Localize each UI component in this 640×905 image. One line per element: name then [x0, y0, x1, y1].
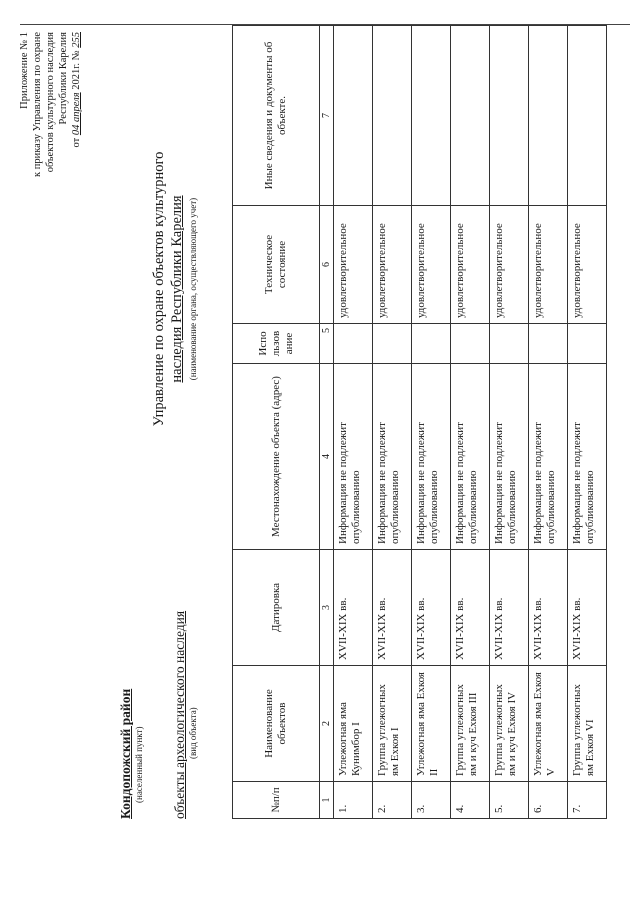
column-number: 4 [320, 364, 334, 550]
row-dating: XVII-XIX вв. [412, 550, 451, 666]
row-other [373, 26, 412, 206]
appendix-number: 255 [71, 32, 82, 48]
row-location: Информация не подлежит опубликованию [334, 364, 373, 550]
locality-name: Кондопожский район [118, 688, 133, 819]
locality-caption: (населенный пункт) [134, 726, 144, 803]
object-type-name: объекты археологического наследия [172, 610, 187, 819]
column-header-location: Местонахождение объекта (адрес) [233, 364, 320, 550]
organization-line2: наследия Республики Карелия [169, 195, 185, 383]
row-location: Информация не подлежит опубликованию [373, 364, 412, 550]
table-row [568, 26, 607, 819]
row-use [451, 324, 490, 364]
appendix-line: к приказу Управления по охране [32, 32, 43, 177]
row-condition: удовлетворительное [490, 206, 529, 324]
appendix-line: объектов культурного наследия [45, 32, 56, 173]
table-row [412, 26, 451, 819]
column-header-number: №п/п [233, 782, 320, 819]
column-header-condition: Техническое состояние [233, 206, 320, 324]
row-use [568, 324, 607, 364]
column-header-use: Использование [233, 324, 320, 364]
row-number: 7. [568, 782, 607, 819]
table-row [334, 26, 373, 819]
column-header-dating: Датировка [233, 550, 320, 666]
row-number: 1. [334, 782, 373, 819]
row-location: Информация не подлежит опубликованию [451, 364, 490, 550]
row-use [373, 324, 412, 364]
table-row [490, 26, 529, 819]
row-name: Углежогная яма Ехкоя V [529, 666, 568, 782]
column-header-name: Наименование объектов [233, 666, 320, 782]
table-header-row [233, 26, 320, 819]
row-location: Информация не подлежит опубликованию [529, 364, 568, 550]
column-number: 5 [320, 324, 334, 364]
row-other [334, 26, 373, 206]
row-other [412, 26, 451, 206]
row-dating: XVII-XIX вв. [490, 550, 529, 666]
row-number: 4. [451, 782, 490, 819]
row-number: 3. [412, 782, 451, 819]
row-use [529, 324, 568, 364]
row-name: Группа углежогных ям Ехкоя VI [568, 666, 607, 782]
row-name: Группа углежогных ям Ехкоя I [373, 666, 412, 782]
organization-block [150, 69, 198, 509]
row-dating: XVII-XIX вв. [451, 550, 490, 666]
appendix-date-prefix: от [71, 137, 82, 148]
row-use [490, 324, 529, 364]
table-row [529, 26, 568, 819]
row-condition: удовлетворительное [373, 206, 412, 324]
organization-line1: Управление по охране объектов культурного [151, 151, 167, 427]
appendix-year: 2021г. № [71, 50, 82, 90]
row-dating: XVII-XIX вв. [373, 550, 412, 666]
row-name: Углежогная яма Кунимбор I [334, 666, 373, 782]
register-table [232, 25, 607, 819]
row-name: Группа углежогных ям и куч Ехкоя III [451, 666, 490, 782]
row-location: Информация не подлежит опубликованию [412, 364, 451, 550]
row-location: Информация не подлежит опубликованию [568, 364, 607, 550]
table-column-numbers-row [320, 26, 334, 819]
appendix-date-value: 04 апреля [71, 92, 82, 136]
column-number: 3 [320, 550, 334, 666]
row-other [568, 26, 607, 206]
appendix-line: Республики Карелия [58, 32, 69, 125]
organization-caption: (наименование органа, осуществляющего учет) [188, 197, 198, 381]
row-other [451, 26, 490, 206]
row-location: Информация не подлежит опубликованию [490, 364, 529, 550]
row-dating: XVII-XIX вв. [334, 550, 373, 666]
column-number: 1 [320, 782, 334, 819]
row-condition: удовлетворительное [412, 206, 451, 324]
row-dating: XVII-XIX вв. [568, 550, 607, 666]
row-condition: удовлетворительное [568, 206, 607, 324]
appendix-date-line [70, 32, 83, 257]
row-number: 6. [529, 782, 568, 819]
row-condition: удовлетворительное [451, 206, 490, 324]
column-header-other: Иные сведения и документы об объекте. [233, 26, 320, 206]
object-type-caption: (вид объекта) [188, 707, 198, 759]
row-use [412, 324, 451, 364]
appendix-block [18, 32, 83, 257]
appendix-line: Приложение № 1 [19, 32, 30, 109]
column-number: 7 [320, 26, 334, 206]
locality-block [118, 589, 144, 819]
object-type-block [172, 519, 198, 819]
page-edge-line [20, 24, 630, 25]
row-number: 5. [490, 782, 529, 819]
table-row [451, 26, 490, 819]
row-dating: XVII-XIX вв. [529, 550, 568, 666]
row-condition: удовлетворительное [529, 206, 568, 324]
row-name: Углежогная яма Ехкоя II [412, 666, 451, 782]
row-name: Группа углежогных ям и куч Ехкоя IV [490, 666, 529, 782]
row-number: 2. [373, 782, 412, 819]
column-number: 6 [320, 206, 334, 324]
row-other [529, 26, 568, 206]
row-other [490, 26, 529, 206]
row-condition: удовлетворительное [334, 206, 373, 324]
column-number: 2 [320, 666, 334, 782]
table-row [373, 26, 412, 819]
row-use [334, 324, 373, 364]
